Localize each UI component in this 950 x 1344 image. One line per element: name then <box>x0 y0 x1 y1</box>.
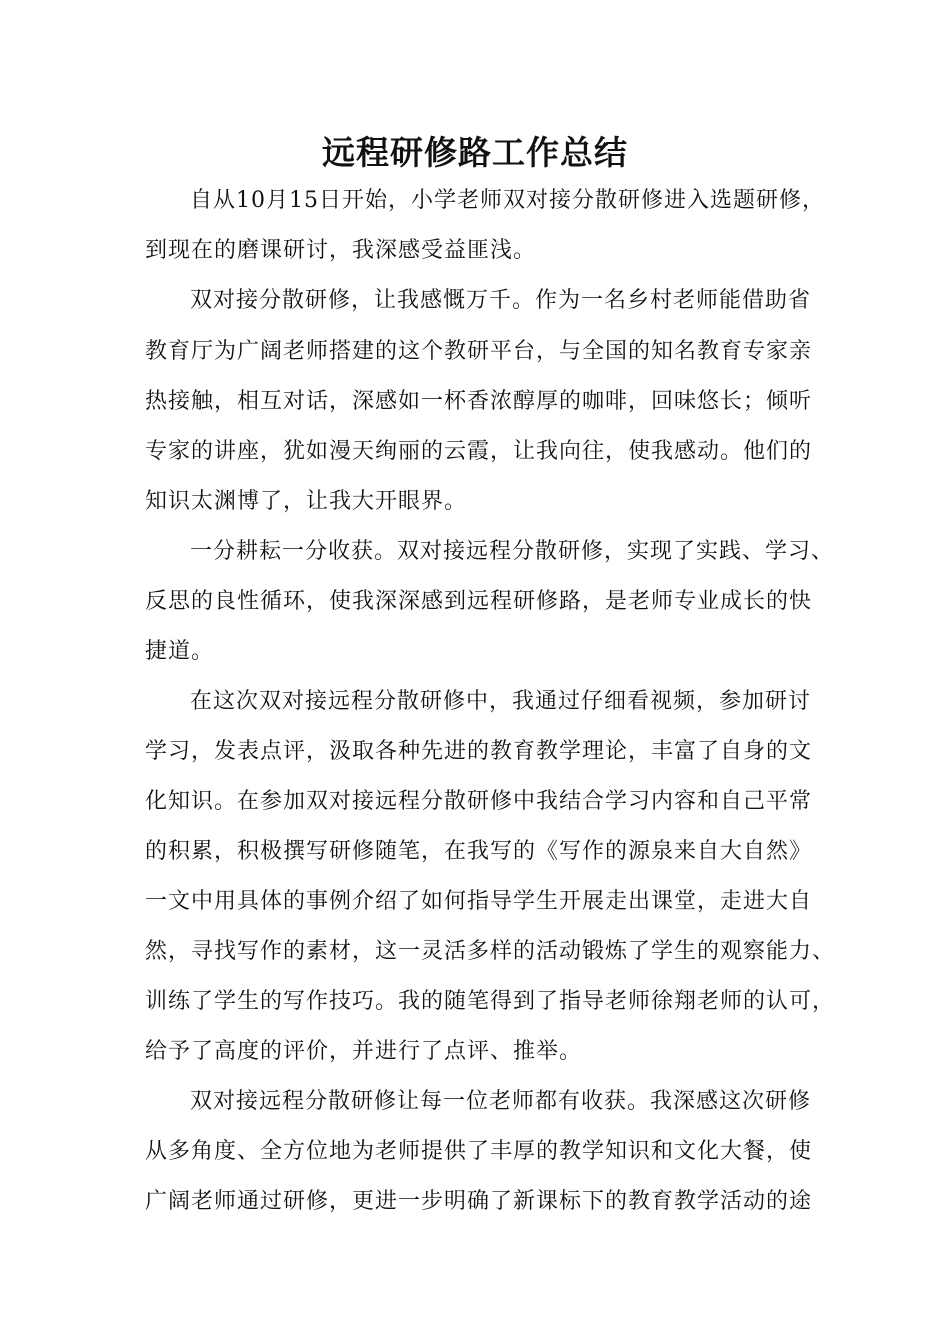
text-line: 一文中用具体的事例介绍了如何指导学生开展走出课堂，走进大自 <box>145 889 813 914</box>
text-line: 双对接远程分散研修让每一位老师都有收获。我深感这次研修 <box>190 1089 812 1114</box>
text-line: 一分耕耘一分收获。双对接远程分散研修，实现了实践、学习、 <box>190 539 835 564</box>
text-line: 双对接分散研修，让我感慨万千。作为一名乡村老师能借助省 <box>190 288 812 313</box>
document-title: 远程研修路工作总结 <box>322 133 628 172</box>
text-line: 反思的良性循环，使我深深感到远程研修路，是老师专业成长的快 <box>145 589 813 614</box>
text-line: 学习，发表点评，汲取各种先进的教育教学理论，丰富了自身的文 <box>145 739 813 764</box>
text-line: 然，寻找写作的素材，这一灵活多样的活动锻炼了学生的观察能力、 <box>145 939 835 964</box>
text-line: 的积累，积极撰写研修随笔，在我写的《写作的源泉来自大自然》 <box>145 839 813 864</box>
text-line: 从多角度、全方位地为老师提供了丰厚的教学知识和文化大餐，使 <box>145 1139 813 1164</box>
text-line: 自从10月15日开始，小学老师双对接分散研修进入选题研修， <box>190 188 825 213</box>
text-line: 化知识。在参加双对接远程分散研修中我结合学习内容和自己平常 <box>145 789 813 814</box>
text-line: 训练了学生的写作技巧。我的随笔得到了指导老师徐翔老师的认可， <box>145 989 835 1014</box>
text-line: 知识太渊博了，让我大开眼界。 <box>145 489 468 514</box>
text-line: 给予了高度的评价，并进行了点评、推举。 <box>145 1039 583 1064</box>
text-line: 教育厅为广阔老师搭建的这个教研平台，与全国的知名教育专家亲 <box>145 339 813 364</box>
text-line: 专家的讲座，犹如漫天绚丽的云霞，让我向往，使我感动。他们的 <box>145 439 813 464</box>
text-line: 热接触，相互对话，深感如一杯香浓醇厚的咖啡，回味悠长；倾听 <box>145 389 813 414</box>
text-line: 捷道。 <box>145 639 215 664</box>
text-line: 广阔老师通过研修，更进一步明确了新课标下的教育教学活动的途 <box>145 1189 813 1214</box>
text-line: 到现在的磨课研讨，我深感受益匪浅。 <box>145 238 537 263</box>
text-line: 在这次双对接远程分散研修中，我通过仔细看视频，参加研讨 <box>190 689 812 714</box>
